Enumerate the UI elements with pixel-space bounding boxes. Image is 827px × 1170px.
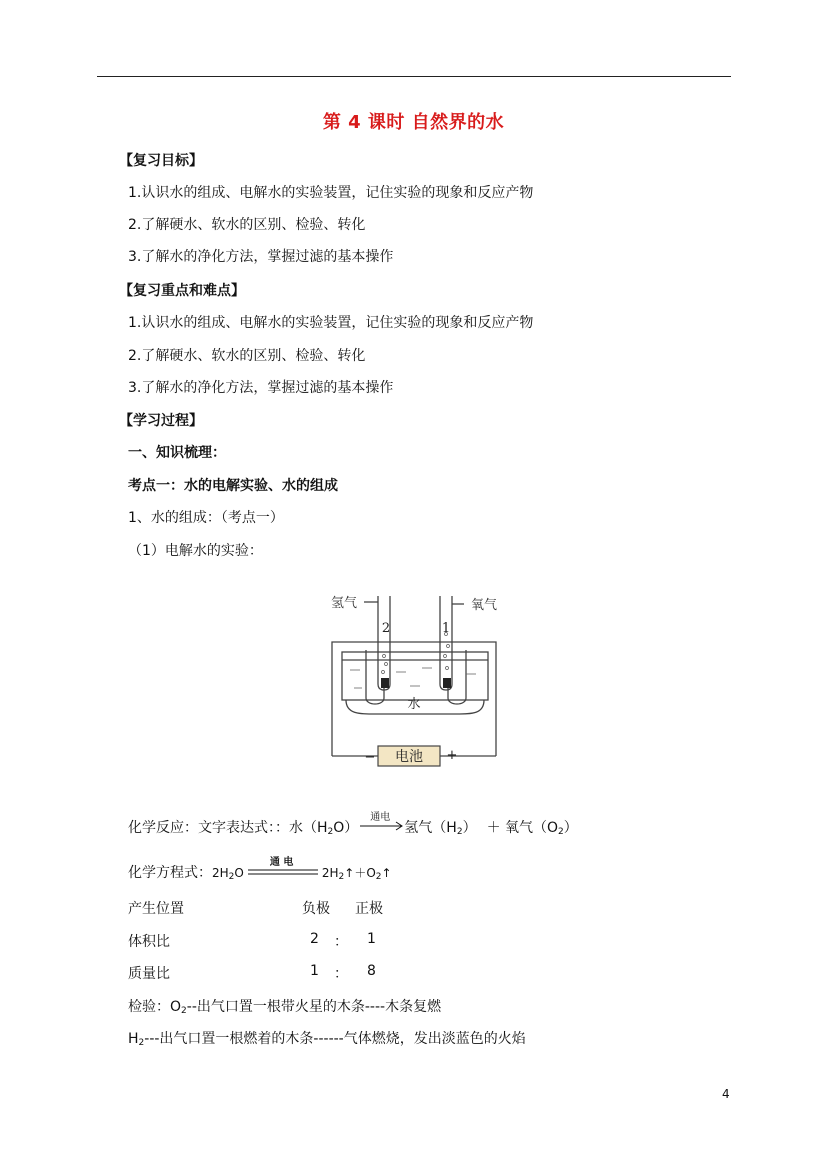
- point-heading: 考点一：水的电解实验、水的组成: [128, 478, 338, 494]
- part-heading: 一、知识梳理：: [128, 445, 226, 461]
- plus-sign: +: [446, 748, 458, 763]
- table-separator: ：: [334, 934, 348, 950]
- electrolysis-diagram: [326, 590, 502, 776]
- subscript: 2: [327, 827, 334, 837]
- item-heading: 1、水的组成：（考点一）: [128, 510, 284, 526]
- subscript: 2: [456, 827, 463, 837]
- goal-item: 2.了解硬水、软水的区别、检验、转化: [128, 217, 366, 233]
- key-item: 1.认识水的组成、电解水的实验装置，记住实验的现象和反应产物: [128, 315, 534, 331]
- test-text: --出气口置一根带火星的木条----木条复燃: [186, 999, 442, 1015]
- product-hydrogen: [404, 820, 476, 836]
- table-row-label: 体积比: [128, 934, 170, 950]
- hydrogen-label: 氢气: [330, 596, 358, 611]
- reactant-water: [289, 820, 358, 836]
- equation-left: [212, 866, 244, 880]
- equation-right: [322, 866, 392, 880]
- key-heading: 【复习重点和难点】: [119, 283, 245, 299]
- table-row-label: 质量比: [128, 966, 170, 982]
- formula-text: 2H: [321, 866, 339, 880]
- water-label: 水: [407, 697, 421, 712]
- arrow-condition: 通电: [370, 812, 391, 823]
- product-text: 氢气（H: [404, 820, 457, 836]
- table-cell: 正极: [355, 901, 383, 917]
- double-line-icon: [244, 865, 322, 879]
- battery-label: 电池: [395, 749, 423, 765]
- header-rule: [97, 76, 731, 77]
- product-text: ＋ 氧气（O: [486, 820, 559, 836]
- item-subheading: （1）电解水的实验：: [128, 543, 263, 559]
- key-item: 3.了解水的净化方法，掌握过滤的基本操作: [128, 380, 394, 396]
- formula-text: 2H: [212, 866, 229, 880]
- reactant-text: 水（H: [289, 820, 328, 836]
- equation-condition: 通 电: [269, 857, 294, 868]
- hydrogen-test: [128, 1028, 526, 1048]
- subscript: 2: [338, 872, 345, 882]
- tube-number: 2: [381, 621, 391, 636]
- formula-text: ↑: [381, 866, 392, 880]
- test-text: H: [128, 1031, 139, 1047]
- table-cell: 1: [310, 963, 319, 979]
- minus-sign: −: [364, 750, 376, 765]
- word-equation: [128, 812, 578, 837]
- product-text: ）: [563, 820, 578, 836]
- subscript: 2: [558, 827, 564, 837]
- arrow-icon: [358, 820, 404, 834]
- table-cell: 负极: [302, 901, 330, 917]
- subscript: 2: [375, 872, 382, 882]
- table-cell: 2: [310, 931, 319, 947]
- tube-number: 1: [441, 621, 451, 636]
- table-row-label: 产生位置: [128, 901, 184, 917]
- goal-item: 1.认识水的组成、电解水的实验装置，记住实验的现象和反应产物: [128, 185, 534, 201]
- subscript: 2: [228, 872, 235, 882]
- formula-text: O: [234, 866, 244, 880]
- page-title: 第 4 课时 自然界的水: [322, 112, 505, 133]
- word-equation-prefix: 化学反应：文字表达式：：: [128, 820, 289, 836]
- table-separator: ：: [334, 966, 348, 982]
- test-text: ---出气口置一根燃着的木条------气体燃烧，发出淡蓝色的火焰: [144, 1031, 526, 1047]
- product-oxygen: [487, 820, 578, 836]
- table-cell: 1: [367, 931, 376, 947]
- equals-sign: [244, 857, 322, 877]
- formula-text: ↑＋O: [344, 866, 376, 880]
- product-text: ）: [462, 820, 477, 836]
- goal-item: 3.了解水的净化方法，掌握过滤的基本操作: [128, 249, 394, 265]
- subscript: 2: [181, 1006, 187, 1016]
- subscript: 2: [138, 1038, 145, 1048]
- goals-heading: 【复习目标】: [119, 153, 203, 169]
- page-number: 4: [722, 1087, 730, 1101]
- reaction-arrow: [358, 812, 404, 832]
- reactant-text: O）: [333, 820, 359, 836]
- key-item: 2.了解硬水、软水的区别、检验、转化: [128, 348, 366, 364]
- test-text: 检验：O: [128, 999, 182, 1015]
- table-cell: 8: [367, 963, 376, 979]
- oxygen-label: 氧气: [470, 598, 498, 613]
- process-heading: 【学习过程】: [119, 413, 203, 429]
- chemical-equation: [128, 857, 392, 882]
- oxygen-test: [128, 996, 441, 1016]
- equation-prefix: 化学方程式：: [128, 865, 212, 881]
